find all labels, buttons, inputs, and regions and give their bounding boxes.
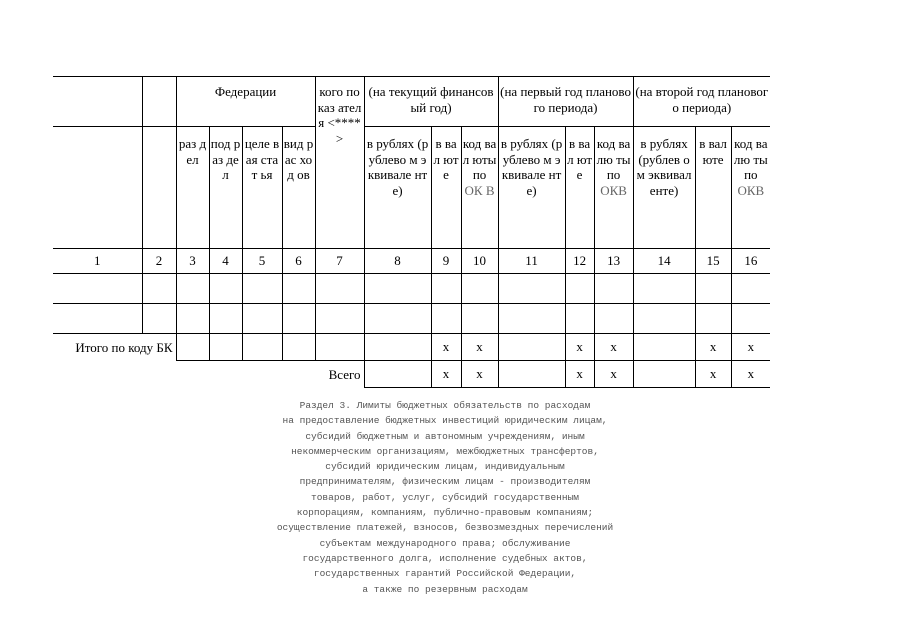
header-indicator-code: кого показ ателя <**** > [315,77,364,249]
vsego-label: Всего [328,366,361,382]
column-number: 3 [176,249,209,274]
table-cell [731,274,770,304]
caption-line: субъектам международного права; обслуживание [319,537,571,549]
itogo-row [53,334,770,361]
header-okv-second-b: ОКВ [737,182,765,198]
table-cell [565,304,594,334]
x-mark: х [731,361,770,388]
x-mark: х [565,334,594,361]
table-cell [565,274,594,304]
caption-line: осуществление платежей, взносов, безвозмездных перечислений [276,522,614,534]
table-cell [242,274,282,304]
column-number: 8 [364,249,431,274]
column-number: 16 [731,249,770,274]
table-cell [594,274,633,304]
header-currency-current: в вал юте [431,127,461,249]
table-cell [461,274,498,304]
itogo-label: Итого по коду БК [75,339,173,355]
header-current-year: (на текущий финансовый год) [364,77,498,127]
x-mark: х [594,361,633,388]
table-cell [461,304,498,334]
header-cell-2b [142,127,176,249]
caption-line: субсидий юридическим лицам, индивидуальным [325,461,565,473]
caption-line: некоммерческим организациям, межбюджетных трансфертов, [291,445,599,457]
table-cell [282,304,315,334]
table-cell [53,274,142,304]
table-cell [364,304,431,334]
header-currency-first: в вал ют е [565,127,594,249]
x-mark: х [431,334,461,361]
table-cell [242,334,282,361]
column-number: 7 [315,249,364,274]
column-number: 11 [498,249,565,274]
vsego-row [53,361,770,388]
table-cell [633,334,695,361]
column-number: 12 [565,249,594,274]
table-cell [315,334,364,361]
caption-line: корпорациям, компаниям, публично-правовым компаниям; [296,507,594,519]
table-cell [498,274,565,304]
x-mark: х [731,334,770,361]
x-mark: х [565,361,594,388]
table-cell [282,334,315,361]
table-cell [498,361,565,388]
table-row [53,274,770,304]
table-cell [142,304,176,334]
x-mark: х [461,361,498,388]
column-number: 14 [633,249,695,274]
table-cell [594,304,633,334]
header-rub-first: в рублях (рублево м эквивале нте) [498,127,565,249]
table-cell [633,361,695,388]
column-number: 9 [431,249,461,274]
table-cell [209,334,242,361]
header-okv-current-b: ОК В [464,182,495,198]
column-number-row [53,249,770,274]
x-mark: х [594,334,633,361]
header-okv-second-a: код валю ты по [733,136,768,182]
header-currency-second: в вал юте [695,127,731,249]
table-cell [364,361,431,388]
column-number: 6 [282,249,315,274]
x-mark: х [695,361,731,388]
table-cell [695,304,731,334]
caption-line: государственного долга, исполнение судебных актов, [302,552,588,564]
table-cell [364,274,431,304]
table-row [53,304,770,334]
table-cell [176,304,209,334]
x-mark: х [695,334,731,361]
column-number: 1 [53,249,142,274]
caption-line: государственных гарантий Российской Федерации, [313,568,577,580]
caption-line: Раздел 3. Лимиты бюджетных обязательств по расходам [299,400,591,411]
header-subsection: под раз дел [209,127,242,249]
table-cell [209,274,242,304]
header-expense-type: вид рас ход ов [282,127,315,249]
table-cell [282,274,315,304]
column-number: 10 [461,249,498,274]
table-cell [242,304,282,334]
header-section: раз дел [176,127,209,249]
header-cell-1 [53,77,142,127]
table-cell [315,304,364,334]
header-first-plan-year: (на первый год планового периода) [498,77,633,127]
section-3-caption [205,398,685,597]
header-okv-second [731,127,770,249]
table-cell [633,274,695,304]
x-mark: х [431,361,461,388]
column-number: 15 [695,249,731,274]
table-cell [142,274,176,304]
table-cell [498,304,565,334]
header-okv-first-a: код валю ты по [596,136,631,182]
caption-line: предпринимателям, физическим лицам - производителям [299,476,591,488]
column-number: 5 [242,249,282,274]
header-cell-1b [53,127,142,249]
table-cell [431,304,461,334]
table-cell [731,304,770,334]
column-number: 4 [209,249,242,274]
caption-line: товаров, работ, услуг, субсидий государственным [311,491,579,503]
x-mark: х [461,334,498,361]
table-cell [53,304,142,334]
header-rub-current: в рублях (рублево м эквивале нте) [364,127,431,249]
table-cell [364,334,431,361]
table-cell [176,334,209,361]
header-okv-first-b: ОКВ [600,182,627,198]
table-cell [431,274,461,304]
limits-table [53,76,770,388]
header-okv-current [461,127,498,249]
header-row-groups [53,77,770,127]
column-number: 2 [142,249,176,274]
header-rub-second: в рублях (рублев ом эквивал енте) [633,127,695,249]
header-second-plan-year: (на второй год планового периода) [633,77,770,127]
caption-line: на предоставление бюджетных инвестиций юридическим лицам, [282,415,608,427]
table-cell [633,304,695,334]
header-okv-current-a: код вал юты по [462,136,497,182]
table-cell [695,274,731,304]
column-number: 13 [594,249,633,274]
caption-line: субсидий бюджетным и автономным учреждениям, иным [305,430,585,442]
header-federation: Федерации [176,77,315,127]
header-target-item: целе вая стат ья [242,127,282,249]
table-cell [315,274,364,304]
table-cell [498,334,565,361]
table-cell [209,304,242,334]
table-cell [176,274,209,304]
header-cell-2 [142,77,176,127]
header-row-details [53,127,770,249]
caption-line: а также по резервным расходам [362,583,528,595]
header-okv-first [594,127,633,249]
